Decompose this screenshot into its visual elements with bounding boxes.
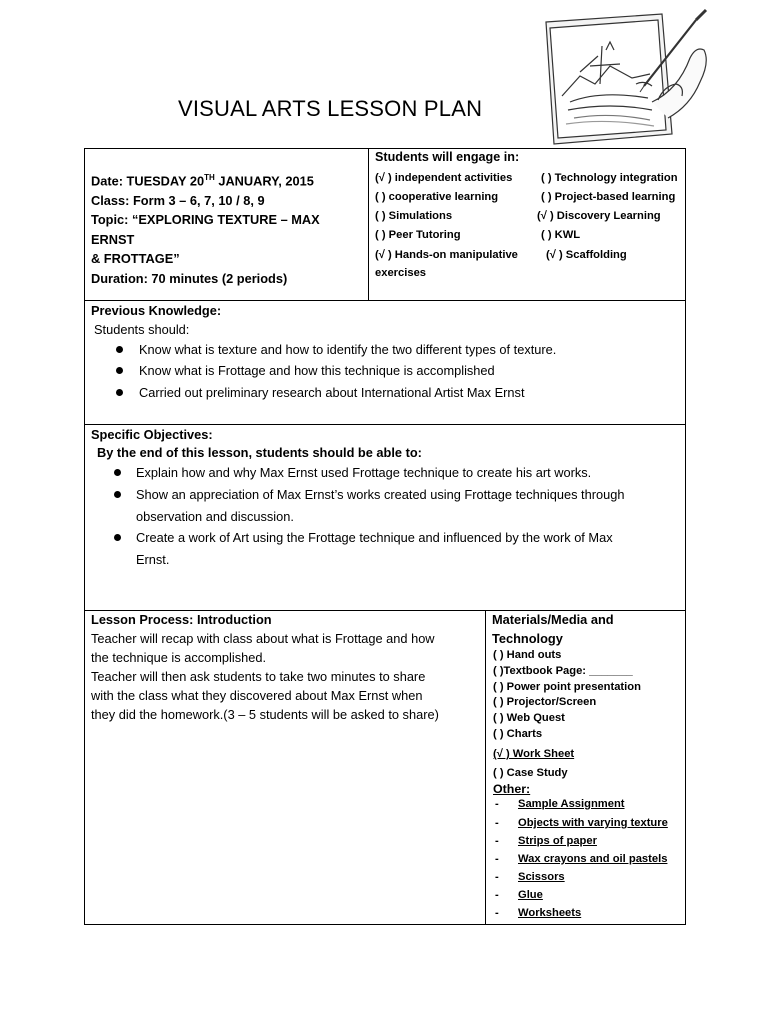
objective-item: Create a work of Art using the Frottage technique and influenced by the work of Max: [136, 530, 613, 545]
objective-item: Explain how and why Max Ernst used Frottage technique to create his art works.: [136, 465, 592, 480]
previous-heading: Previous Knowledge:: [91, 303, 222, 318]
process-line: Teacher will then ask students to take two minutes to share: [91, 669, 426, 684]
lesson-info: [91, 168, 366, 288]
bullet-icon: [114, 534, 121, 541]
objective-item-cont: Ernst.: [136, 552, 170, 567]
bullet-icon: [116, 367, 123, 374]
previous-item: Know what is texture and how to identify the two different types of texture.: [139, 342, 557, 357]
other-label: Other:: [493, 782, 531, 796]
class-line: Class: Form 3 – 6, 7, 10 / 8, 9: [91, 192, 265, 208]
engage-heading: Students will engage in:: [375, 150, 520, 164]
material-item: ( ) Web Quest: [493, 712, 565, 724]
process-line: with the class what they discovered about Max Ernst when: [91, 688, 423, 703]
dash: -: [495, 907, 499, 919]
material-item: ( ) Hand outs: [493, 649, 562, 661]
other-item: Glue: [518, 889, 543, 901]
previous-intro: Students should:: [94, 322, 190, 337]
topic-line-1: Topic: “EXPLORING TEXTURE – MAX ERNST: [91, 212, 320, 247]
bullet-icon: [116, 389, 123, 396]
other-item: Scissors: [518, 871, 565, 883]
process-heading: Lesson Process: Introduction: [91, 612, 272, 627]
topic-line-2: & FROTTAGE”: [91, 251, 180, 267]
dash: -: [495, 817, 499, 829]
material-item: ( ) Charts: [493, 728, 543, 740]
engage-item: ( ) Simulations: [375, 210, 453, 222]
bullet-icon: [116, 346, 123, 353]
objectives-heading: Specific Objectives:: [91, 427, 213, 442]
column-divider: [368, 148, 369, 301]
engage-item: (√ ) independent activities: [375, 172, 513, 184]
dash: -: [495, 889, 499, 901]
dash: -: [495, 798, 499, 810]
process-line: they did the homework.(3 – 5 students will be asked to share): [91, 707, 439, 722]
objective-item-cont: observation and discussion.: [136, 509, 294, 524]
page-title: VISUAL ARTS LESSON PLAN: [178, 96, 483, 121]
engage-item: (√ ) Scaffolding: [546, 249, 627, 261]
other-item: Objects with varying texture: [518, 817, 668, 829]
material-item: ( ) Case Study: [493, 767, 568, 779]
engage-item: ( ) KWL: [541, 229, 581, 241]
engage-item: ( ) Project-based learning: [541, 191, 676, 203]
dash: -: [495, 853, 499, 865]
engage-item: (√ ) Hands-on manipulative: [375, 249, 518, 261]
engage-item: ( ) Peer Tutoring: [375, 229, 461, 241]
other-item: Worksheets: [518, 907, 582, 919]
materials-heading-cont: Technology: [492, 631, 563, 646]
previous-item: Carried out preliminary research about International Artist Max Ernst: [139, 385, 525, 400]
hand-drawing-sketch-illustration: [540, 6, 710, 148]
dash: -: [495, 835, 499, 847]
objectives-intro: By the end of this lesson, students should be able to:: [97, 445, 422, 460]
engage-item: ( ) cooperative learning: [375, 191, 499, 203]
previous-item: Know what is Frottage and how this technique is accomplished: [139, 363, 495, 378]
material-item: ( )Textbook Page: _______: [493, 665, 633, 677]
engage-item: (√ ) Discovery Learning: [537, 210, 661, 222]
other-item: Wax crayons and oil pastels: [518, 853, 668, 865]
date-line: Date: TUESDAY 20TH JANUARY, 2015: [91, 173, 314, 189]
dash: -: [495, 871, 499, 883]
bullet-icon: [114, 491, 121, 498]
objective-item: Show an appreciation of Max Ernst’s works created using Frottage techniques through: [136, 487, 625, 502]
engage-item: ( ) Technology integration: [541, 172, 678, 184]
other-item: Strips of paper: [518, 835, 597, 847]
column-divider: [485, 610, 486, 925]
engage-item: exercises: [375, 267, 427, 279]
materials-heading: Materials/Media and: [492, 612, 614, 627]
material-item: ( ) Projector/Screen: [493, 696, 597, 708]
material-item: (√ ) Work Sheet: [493, 748, 575, 760]
process-line: Teacher will recap with class about what is Frottage and how: [91, 631, 435, 646]
material-item: ( ) Power point presentation: [493, 681, 641, 693]
other-item: Sample Assignment: [518, 798, 625, 810]
duration-line: Duration: 70 minutes (2 periods): [91, 270, 288, 286]
process-line: the technique is accomplished.: [91, 650, 266, 665]
bullet-icon: [114, 469, 121, 476]
